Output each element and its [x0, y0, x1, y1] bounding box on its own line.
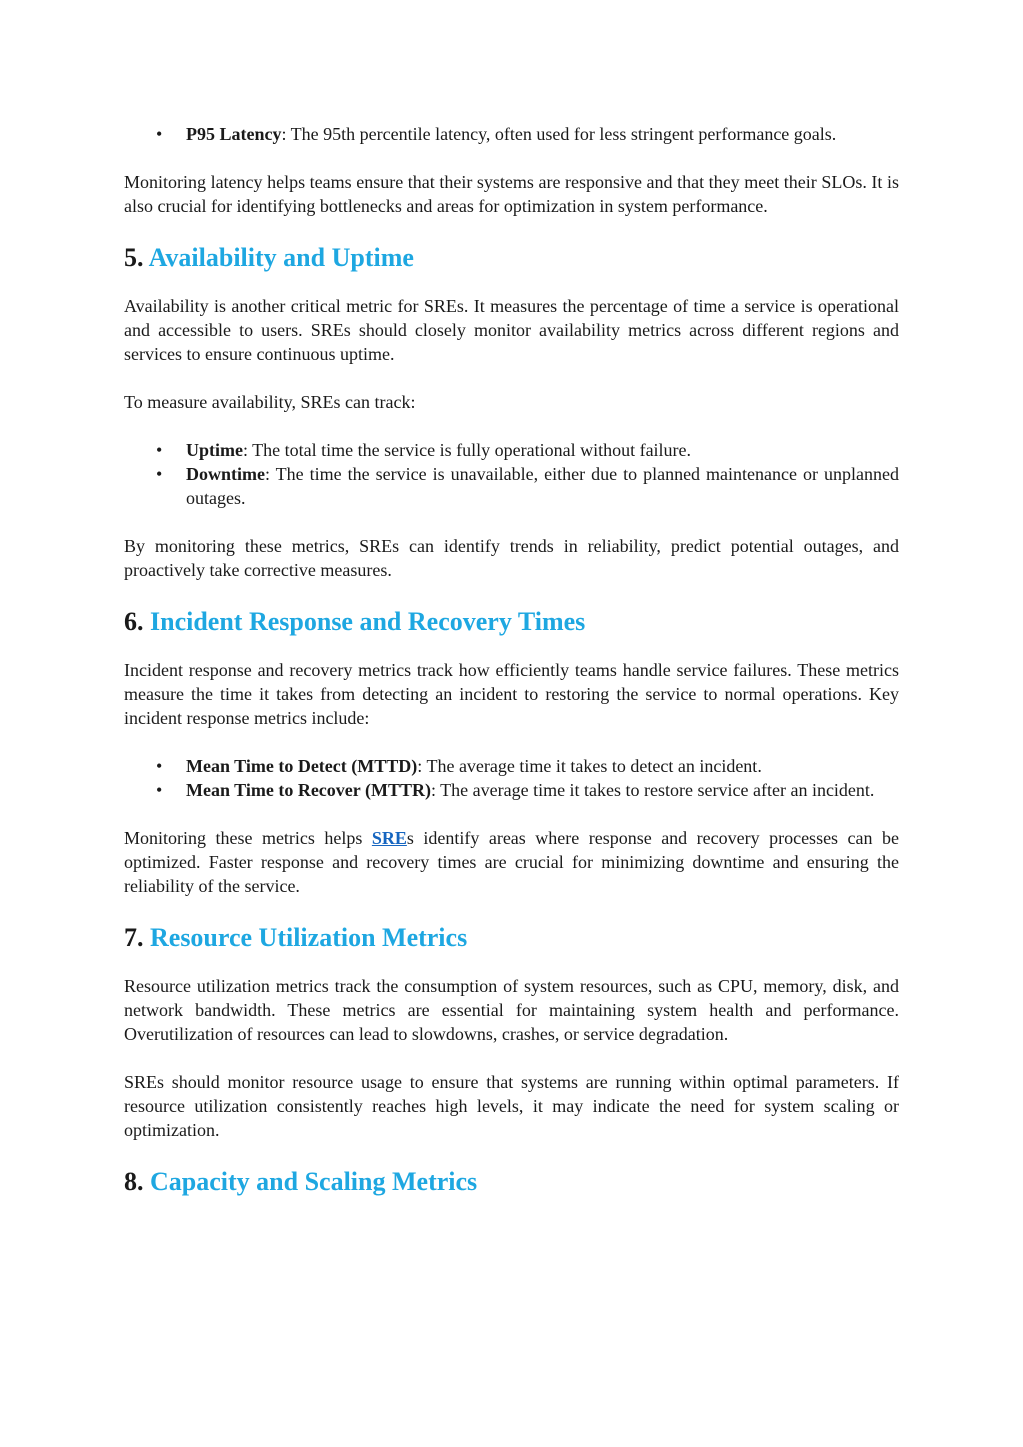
- availability-lead: To measure availability, SREs can track:: [124, 392, 416, 412]
- section-heading-7: [124, 922, 899, 954]
- section-heading-5: [124, 242, 899, 274]
- bullet-text: : The 95th percentile latency, often used for less stringent performance goals.: [281, 124, 837, 144]
- bullet-term: Mean Time to Recover (MTTR): [186, 780, 431, 800]
- bullet-term: P95 Latency: [186, 124, 282, 144]
- bullet-text: : The average time it takes to detect an incident.: [417, 756, 762, 776]
- section-heading-8: [124, 1166, 899, 1198]
- availability-closing: By monitoring these metrics, SREs can identify trends in reliability, predict potential outages, and proactively take corrective measures.: [124, 536, 899, 580]
- list-item: [124, 778, 899, 802]
- list-item: [124, 122, 899, 146]
- latency-paragraph: Monitoring latency helps teams ensure that their systems are responsive and that they meet their SLOs. It is also crucial for identifying bottlenecks and areas for optimization in system performance.: [124, 172, 899, 216]
- resource-paragraph-2: SREs should monitor resource usage to ensure that systems are running within optimal parameters. If resource utilization consistently reaches high levels, it may indicate the need for system scaling or optimization.: [124, 1072, 899, 1140]
- section-number: 6.: [124, 607, 144, 636]
- section-title: Availability and Uptime: [148, 243, 414, 272]
- sre-link[interactable]: SRE: [371, 828, 407, 848]
- document-body: [124, 122, 899, 1198]
- availability-bullet-list: [124, 438, 899, 510]
- list-item: [124, 754, 899, 778]
- bullet-text: : The total time the service is fully operational without failure.: [243, 440, 692, 460]
- list-item: [124, 462, 899, 510]
- bullet-term: Mean Time to Detect (MTTD): [186, 756, 418, 776]
- section-title: Resource Utilization Metrics: [150, 923, 468, 952]
- latency-bullet-list: [124, 122, 899, 146]
- resource-paragraph-1: Resource utilization metrics track the consumption of system resources, such as CPU, memory, disk, and network bandwidth. These metrics are essential for maintaining system health and performance. Overutilization of resources can lead to slowdowns, crashes, or service degradation.: [124, 976, 899, 1044]
- incident-bullet-list: [124, 754, 899, 802]
- availability-intro: Availability is another critical metric for SREs. It measures the percentage of time a service is operational and accessible to users. SREs should closely monitor availability metrics across different regions and services to ensure continuous uptime.: [124, 296, 899, 364]
- section-number: 5.: [124, 243, 144, 272]
- incident-closing: [124, 826, 899, 898]
- section-number: 7.: [124, 923, 144, 952]
- closing-text-start: Monitoring these metrics helps: [124, 828, 372, 848]
- incident-intro: Incident response and recovery metrics track how efficiently teams handle service failures. These metrics measure the time it takes from detecting an incident to restoring the service to normal operations. Key incident response metrics include:: [124, 660, 899, 728]
- closing-text-end: s identify areas where response and recovery processes can be optimized. Faster response and recovery times are crucial for minimizing downtime and ensuring the reliability of the service.: [124, 828, 899, 896]
- section-number: 8.: [124, 1167, 144, 1196]
- bullet-text: : The time the service is unavailable, either due to planned maintenance or unplanned outages.: [186, 464, 899, 508]
- section-heading-6: [124, 606, 899, 638]
- bullet-text: : The average time it takes to restore service after an incident.: [430, 780, 875, 800]
- section-title: Capacity and Scaling Metrics: [150, 1167, 478, 1196]
- list-item: [124, 438, 899, 462]
- bullet-term: Downtime: [186, 464, 265, 484]
- section-title: Incident Response and Recovery Times: [150, 607, 586, 636]
- bullet-term: Uptime: [186, 440, 243, 460]
